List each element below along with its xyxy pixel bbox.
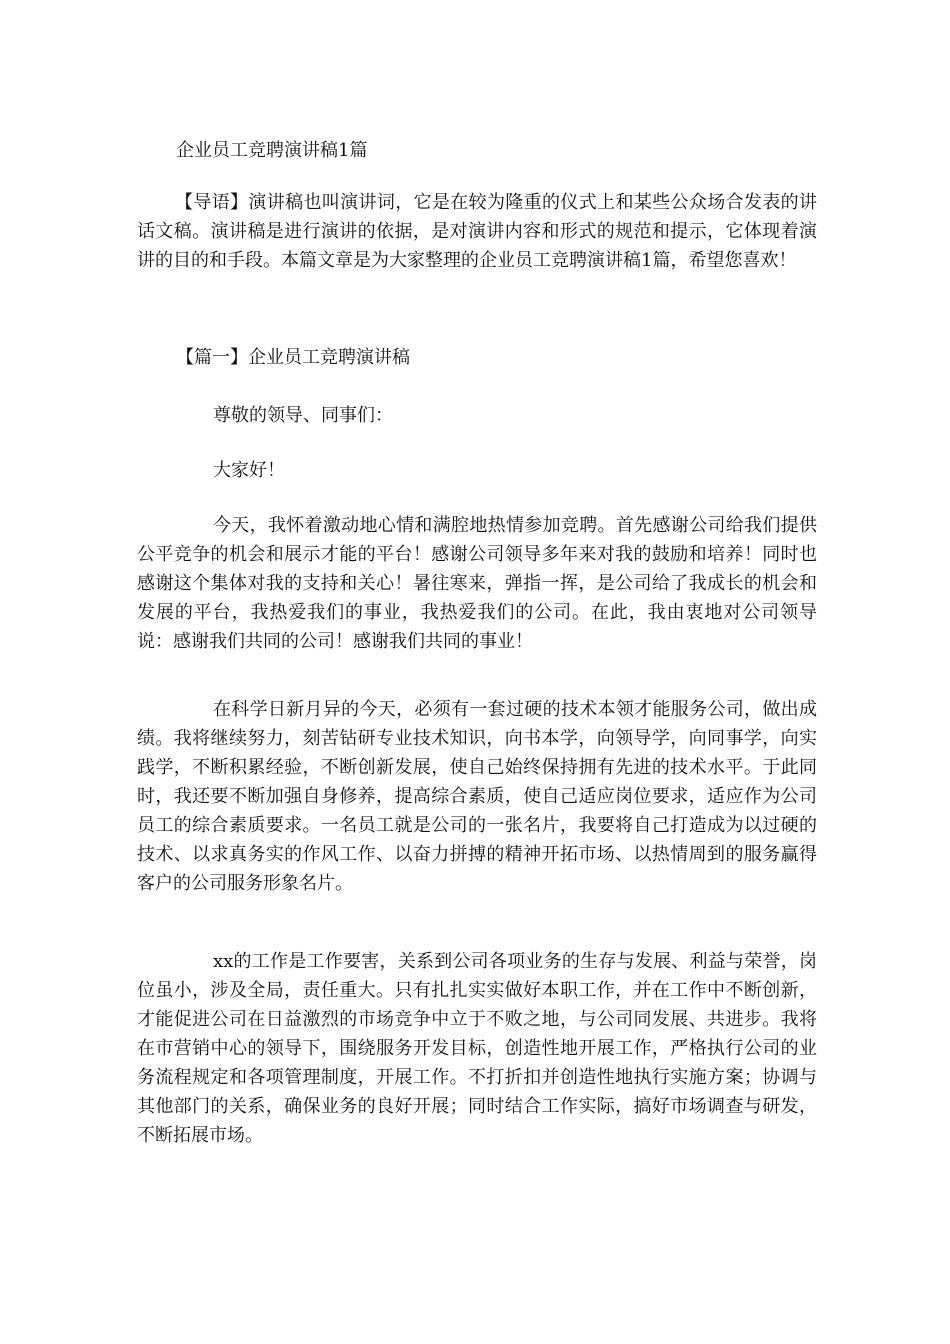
section-heading: 【篇一】企业员工竞聘演讲稿 — [176, 347, 410, 368]
greeting: 大家好！ — [213, 460, 285, 481]
salutation: 尊敬的领导、同事们： — [213, 405, 393, 426]
body-paragraph-1: 今天，我怀着激动地心情和满腔地热情参加竞聘。首先感谢公司给我们提供公平竞争的机会和展示才能的平台！感谢公司领导多年来对我的鼓励和培养！同时也感谢这个集体对我的支持和关心！暑往寒来，弹指一挥，是公司给了我成长的机会和发展的平台，我热爱我们的事业，我热爱我们的公司。在此，我由衷地对公司领导说：感谢我们共同的公司！感谢我们共同的事业！ — [137, 515, 817, 652]
body-paragraph-2: 在科学日新月异的今天，必须有一套过硬的技术本领才能服务公司，做出成绩。我将继续努力，刻苦钻研专业技术知识，向书本学，向领导学，向同事学，向实践学，不断积累经验，不断创新发展，使自己始终保持拥有先进的技术水平。于此同时，我还要不断加强自身修养，提高综合素质，使自己适应岗位要求，适应作为公司员工的综合素质要求。一名员工就是公司的一张名片，我要将自己打造成为以过硬的技术、以求真务实的作风工作、以奋力拼搏的精神开拓市场、以热情周到的服务赢得客户的公司服务形象名片。 — [137, 699, 817, 894]
document-title: 企业员工竞聘演讲稿1篇 — [176, 140, 368, 161]
body-paragraph-3: xx的工作是工作要害，关系到公司各项业务的生存与发展、利益与荣誉，岗位虽小，涉及全局，责任重大。只有扎扎实实做好本职工作，并在工作中不断创新，才能促进公司在日益激烈的市场竞争中立于不败之地，与公司同发展、共进步。我将在市营销中心的领导下，围绕服务开发目标，创造性地开展工作，严格执行公司的业务流程规定和各项管理制度，开展工作。不打折扣并创造性地执行实施方案；协调与其他部门的关系，确保业务的良好开展；同时结合工作实际，搞好市场调查与研发，不断拓展市场。 — [137, 951, 817, 1146]
intro-paragraph: 【导语】演讲稿也叫演讲词，它是在较为隆重的仪式上和某些公众场合发表的讲话文稿。演讲稿是进行演讲的依据，是对演讲内容和形式的规范和提示，它体现着演讲的目的和手段。本篇文章是为大家整理的企业员工竞聘演讲稿1篇，希望您喜欢！ — [137, 192, 817, 271]
